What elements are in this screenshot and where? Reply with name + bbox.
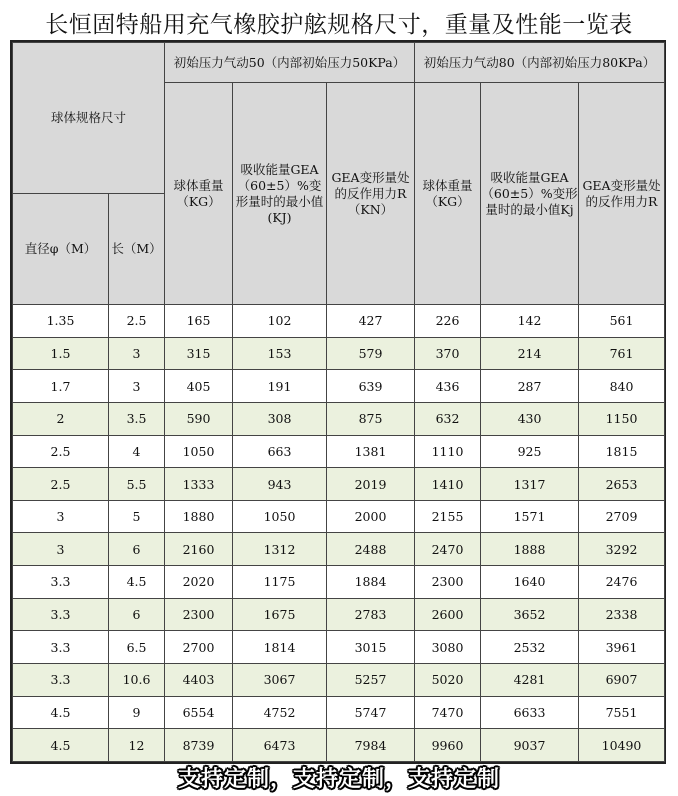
cell-weight-50: 405 <box>165 370 233 403</box>
cell-reaction-80: 10490 <box>579 729 665 762</box>
cell-diameter: 3.3 <box>13 631 109 664</box>
cell-diameter: 3 <box>13 500 109 533</box>
cell-length: 5.5 <box>109 468 165 501</box>
header-energy-80: 吸收能量GEA（60±5）%变形量时的最小值Kj <box>481 83 579 305</box>
cell-energy-50: 1675 <box>233 598 327 631</box>
cell-length: 4 <box>109 435 165 468</box>
cell-reaction-50: 1381 <box>327 435 415 468</box>
cell-diameter: 3.3 <box>13 664 109 697</box>
cell-reaction-50: 2783 <box>327 598 415 631</box>
cell-reaction-50: 639 <box>327 370 415 403</box>
cell-reaction-50: 1884 <box>327 566 415 599</box>
cell-weight-50: 315 <box>165 337 233 370</box>
cell-energy-80: 9037 <box>481 729 579 762</box>
cell-energy-80: 6633 <box>481 696 579 729</box>
table-row <box>13 598 665 631</box>
cell-weight-80: 5020 <box>415 664 481 697</box>
cell-reaction-80: 3292 <box>579 533 665 566</box>
cell-reaction-80: 2709 <box>579 500 665 533</box>
cell-weight-80: 9960 <box>415 729 481 762</box>
cell-energy-80: 3652 <box>481 598 579 631</box>
cell-energy-80: 142 <box>481 305 579 338</box>
cell-energy-80: 1888 <box>481 533 579 566</box>
cell-weight-80: 370 <box>415 337 481 370</box>
cell-reaction-80: 3961 <box>579 631 665 664</box>
cell-reaction-50: 7984 <box>327 729 415 762</box>
spec-table <box>12 42 665 762</box>
header-weight-80: 球体重量（KG） <box>415 83 481 305</box>
cell-energy-80: 2532 <box>481 631 579 664</box>
spec-table-frame <box>10 40 666 764</box>
cell-energy-50: 102 <box>233 305 327 338</box>
cell-reaction-50: 2019 <box>327 468 415 501</box>
cell-weight-80: 7470 <box>415 696 481 729</box>
table-row <box>13 370 665 403</box>
cell-length: 5 <box>109 500 165 533</box>
cell-length: 9 <box>109 696 165 729</box>
page-title: 长恒固特船用充气橡胶护舷规格尺寸，重量及性能一览表 <box>45 12 633 38</box>
header-diameter: 直径φ（M） <box>13 194 109 305</box>
cell-reaction-80: 7551 <box>579 696 665 729</box>
cell-weight-50: 4403 <box>165 664 233 697</box>
cell-length: 4.5 <box>109 566 165 599</box>
cell-reaction-50: 5257 <box>327 664 415 697</box>
header-row-group <box>13 43 665 83</box>
cell-weight-80: 632 <box>415 402 481 435</box>
cell-energy-50: 153 <box>233 337 327 370</box>
table-row <box>13 533 665 566</box>
cell-energy-50: 6473 <box>233 729 327 762</box>
cell-weight-80: 3080 <box>415 631 481 664</box>
header-reaction-80: GEA变形量处的反作用力R <box>579 83 665 305</box>
cell-length: 2.5 <box>109 305 165 338</box>
cell-reaction-80: 1815 <box>579 435 665 468</box>
cell-diameter: 1.7 <box>13 370 109 403</box>
table-row <box>13 664 665 697</box>
cell-reaction-80: 561 <box>579 305 665 338</box>
cell-diameter: 3.3 <box>13 566 109 599</box>
cell-reaction-80: 1150 <box>579 402 665 435</box>
cell-reaction-80: 840 <box>579 370 665 403</box>
cell-reaction-50: 875 <box>327 402 415 435</box>
cell-energy-80: 1571 <box>481 500 579 533</box>
cell-reaction-50: 579 <box>327 337 415 370</box>
cell-weight-80: 436 <box>415 370 481 403</box>
cell-weight-50: 1880 <box>165 500 233 533</box>
cell-weight-50: 1333 <box>165 468 233 501</box>
table-row <box>13 729 665 762</box>
cell-energy-50: 308 <box>233 402 327 435</box>
cell-length: 6.5 <box>109 631 165 664</box>
spec-table-body <box>13 305 665 762</box>
cell-energy-80: 430 <box>481 402 579 435</box>
cell-diameter: 3 <box>13 533 109 566</box>
cell-weight-80: 226 <box>415 305 481 338</box>
table-row <box>13 435 665 468</box>
cell-reaction-80: 2476 <box>579 566 665 599</box>
table-row <box>13 468 665 501</box>
cell-weight-50: 590 <box>165 402 233 435</box>
table-row <box>13 566 665 599</box>
cell-energy-50: 4752 <box>233 696 327 729</box>
table-row <box>13 696 665 729</box>
cell-energy-50: 663 <box>233 435 327 468</box>
cell-reaction-50: 3015 <box>327 631 415 664</box>
cell-diameter: 4.5 <box>13 696 109 729</box>
cell-diameter: 4.5 <box>13 729 109 762</box>
cell-reaction-50: 2000 <box>327 500 415 533</box>
cell-energy-80: 4281 <box>481 664 579 697</box>
cell-weight-50: 2700 <box>165 631 233 664</box>
cell-weight-50: 2020 <box>165 566 233 599</box>
cell-energy-50: 943 <box>233 468 327 501</box>
cell-reaction-80: 761 <box>579 337 665 370</box>
cell-energy-50: 1175 <box>233 566 327 599</box>
header-reaction-50: GEA变形量处的反作用力R（KN） <box>327 83 415 305</box>
cell-reaction-80: 6907 <box>579 664 665 697</box>
cell-reaction-50: 2488 <box>327 533 415 566</box>
cell-weight-50: 165 <box>165 305 233 338</box>
cell-length: 3.5 <box>109 402 165 435</box>
cell-weight-50: 1050 <box>165 435 233 468</box>
table-row <box>13 631 665 664</box>
table-row <box>13 305 665 338</box>
cell-reaction-80: 2653 <box>579 468 665 501</box>
cell-weight-50: 2300 <box>165 598 233 631</box>
cell-energy-80: 287 <box>481 370 579 403</box>
cell-energy-80: 925 <box>481 435 579 468</box>
cell-diameter: 2 <box>13 402 109 435</box>
table-row <box>13 500 665 533</box>
cell-weight-50: 8739 <box>165 729 233 762</box>
header-spec-size: 球体规格尺寸 <box>13 43 165 194</box>
cell-weight-80: 1110 <box>415 435 481 468</box>
cell-diameter: 2.5 <box>13 468 109 501</box>
cell-length: 3 <box>109 370 165 403</box>
cell-energy-80: 1317 <box>481 468 579 501</box>
header-pressure-80: 初始压力气动80（内部初始压力80KPa） <box>415 43 665 83</box>
cell-weight-80: 1410 <box>415 468 481 501</box>
cell-length: 10.6 <box>109 664 165 697</box>
cell-diameter: 1.35 <box>13 305 109 338</box>
header-length: 长（M） <box>109 194 165 305</box>
cell-length: 3 <box>109 337 165 370</box>
cell-diameter: 3.3 <box>13 598 109 631</box>
table-row <box>13 337 665 370</box>
cell-length: 12 <box>109 729 165 762</box>
cell-weight-80: 2300 <box>415 566 481 599</box>
cell-diameter: 1.5 <box>13 337 109 370</box>
cell-energy-50: 191 <box>233 370 327 403</box>
cell-weight-50: 2160 <box>165 533 233 566</box>
cell-length: 6 <box>109 533 165 566</box>
table-row <box>13 402 665 435</box>
cell-reaction-50: 5747 <box>327 696 415 729</box>
custom-support-banner: 支持定制，支持定制，支持定制 <box>177 767 500 792</box>
cell-weight-80: 2470 <box>415 533 481 566</box>
header-energy-50: 吸收能量GEA（60±5）%变形量时的最小值(KJ) <box>233 83 327 305</box>
cell-diameter: 2.5 <box>13 435 109 468</box>
cell-weight-50: 6554 <box>165 696 233 729</box>
cell-reaction-80: 2338 <box>579 598 665 631</box>
header-pressure-50: 初始压力气动50（内部初始压力50KPa） <box>165 43 415 83</box>
cell-weight-80: 2600 <box>415 598 481 631</box>
cell-energy-50: 3067 <box>233 664 327 697</box>
cell-energy-50: 1312 <box>233 533 327 566</box>
cell-weight-80: 2155 <box>415 500 481 533</box>
cell-energy-80: 1640 <box>481 566 579 599</box>
cell-energy-50: 1050 <box>233 500 327 533</box>
cell-reaction-50: 427 <box>327 305 415 338</box>
header-weight-50: 球体重量（KG） <box>165 83 233 305</box>
cell-length: 6 <box>109 598 165 631</box>
cell-energy-50: 1814 <box>233 631 327 664</box>
cell-energy-80: 214 <box>481 337 579 370</box>
